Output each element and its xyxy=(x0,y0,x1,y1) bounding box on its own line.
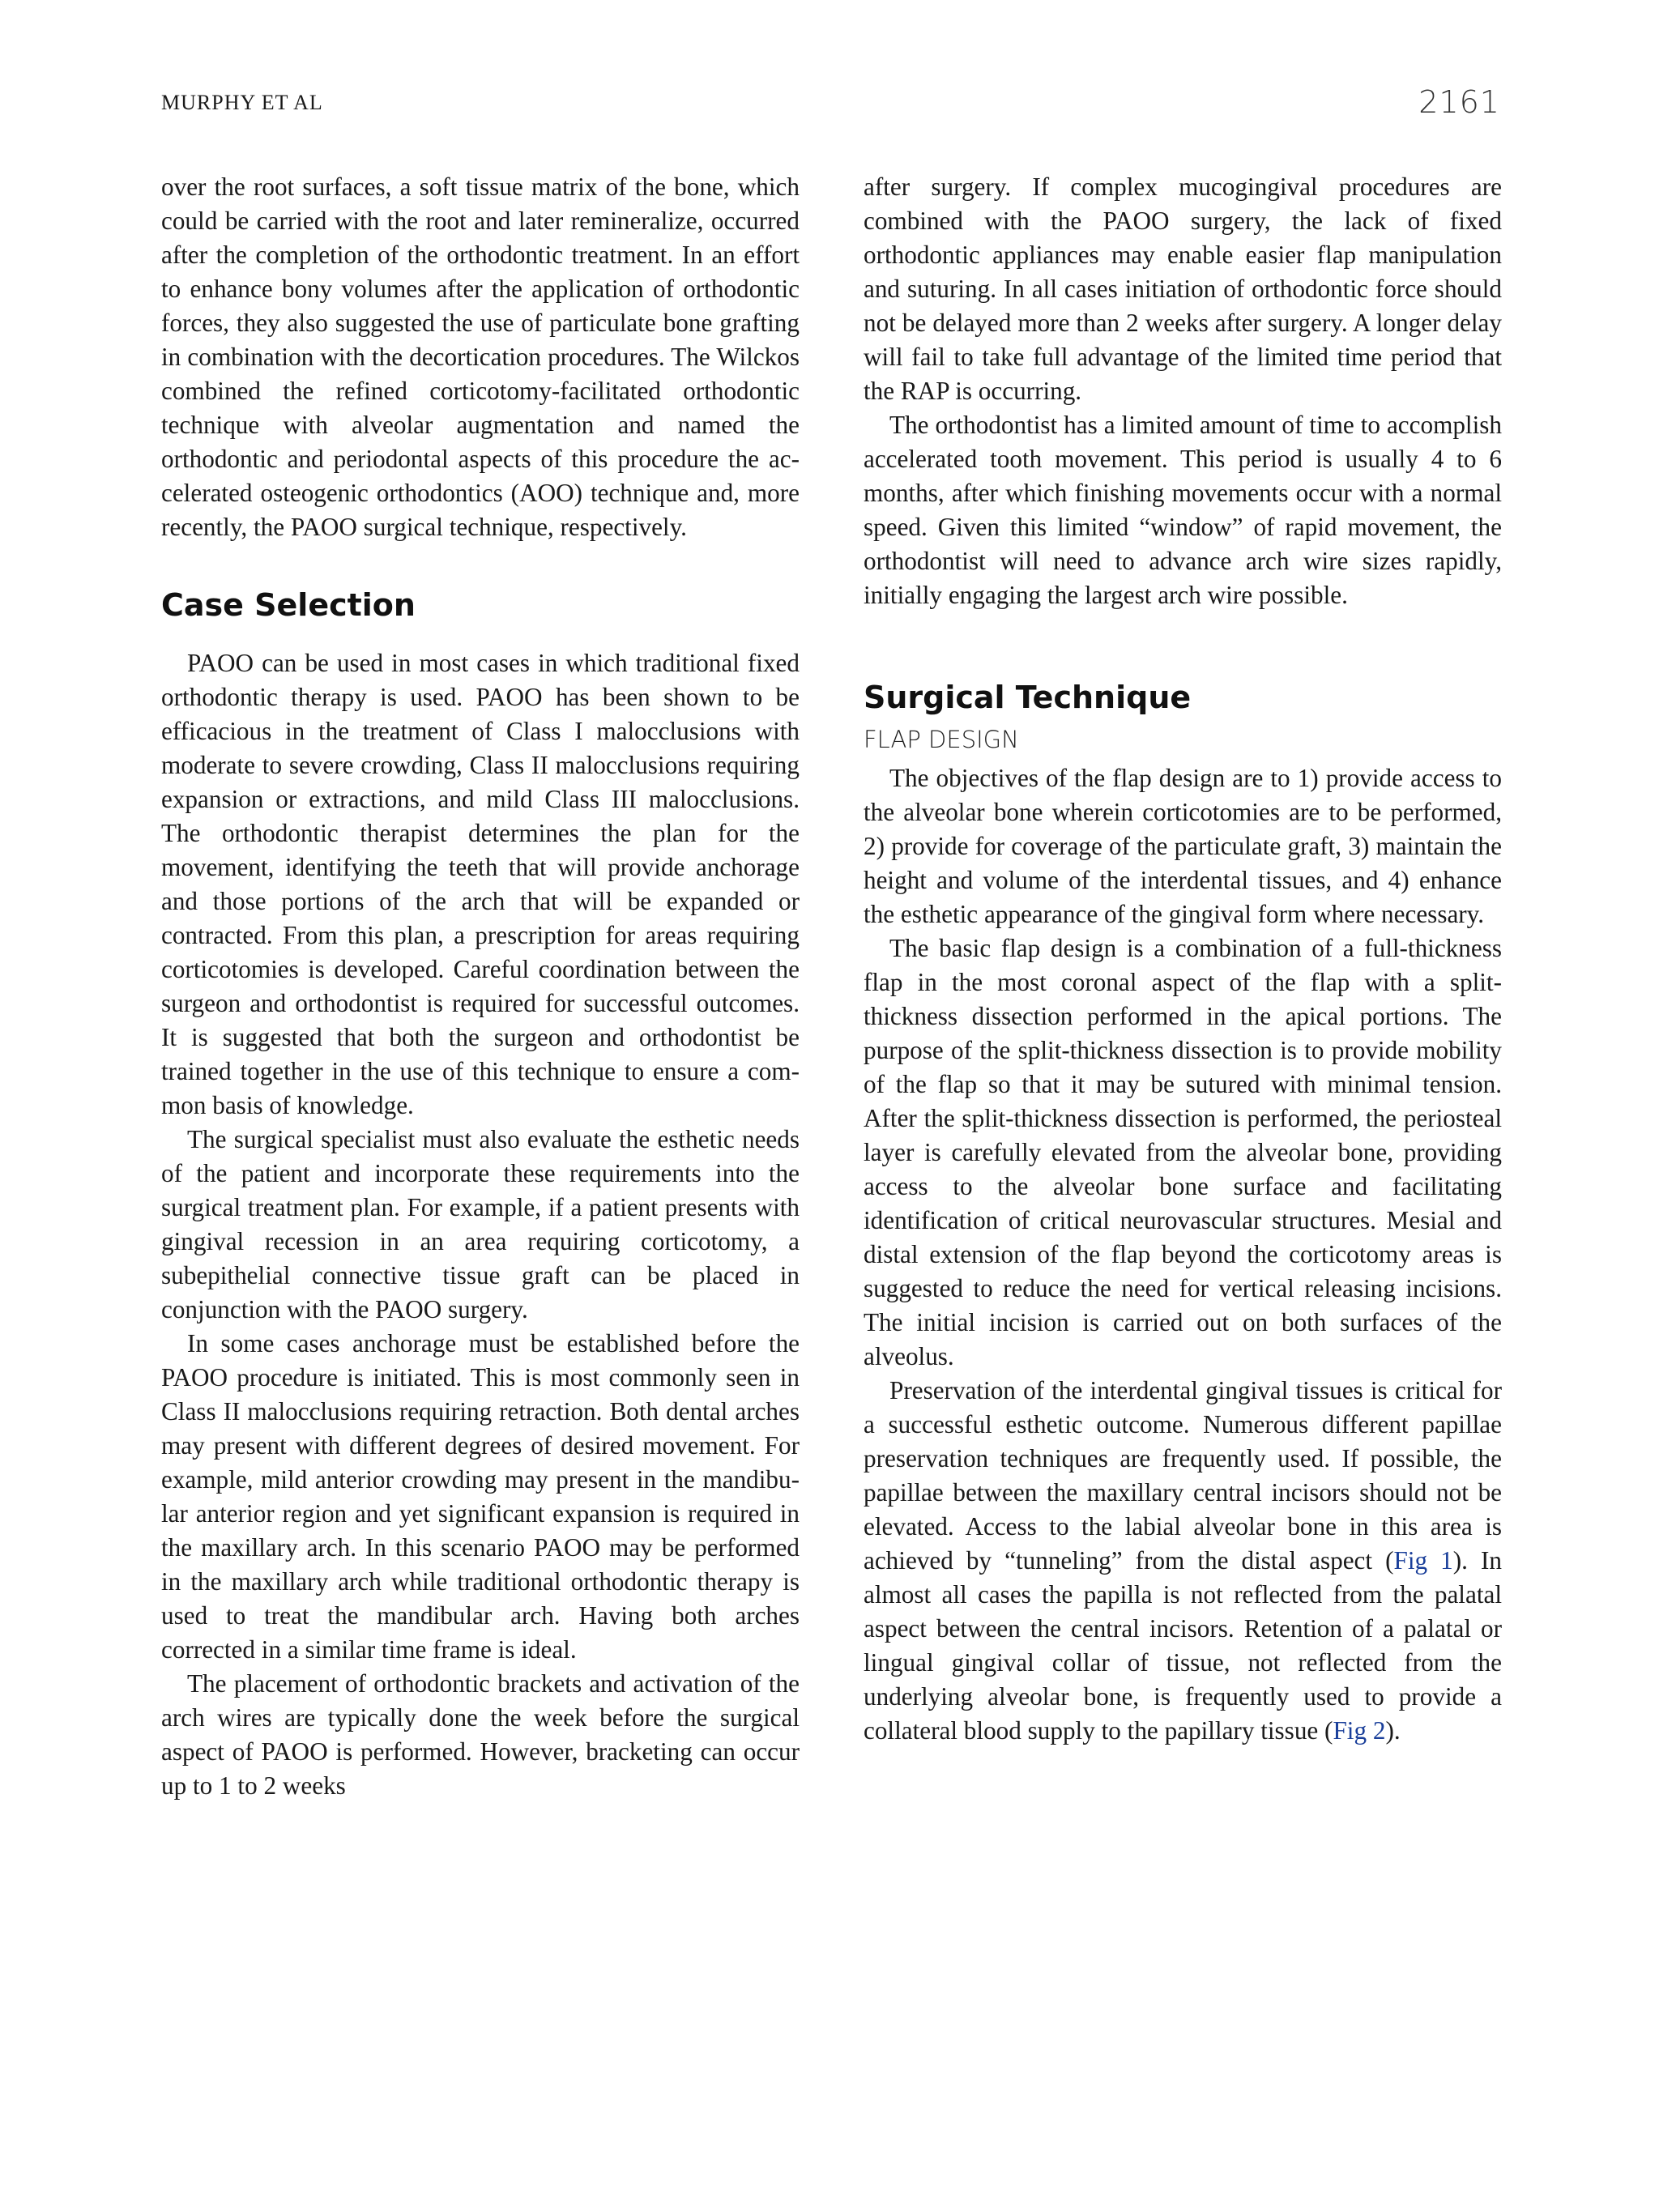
page-number: 2161 xyxy=(1418,84,1500,120)
orthodontist-paragraph: The orthodontist has a limited amount of time to accomplish accelerated tooth movement. This period is usually 4 to 6 months, after which finishing movements occur with a normal speed. Given this limited “window” of rapid movement, the orthodontist will need to advance arch wire sizes rapidly, initially engaging the largest arch wire possible. xyxy=(864,411,1502,609)
fig-2-link[interactable]: Fig 2 xyxy=(1333,1716,1386,1745)
case-selection-paragraph-4: The placement of orthodontic brackets and activation of the arch wires are typically done the week before the surgical aspect of PAOO is performed. However, bracketing can occur up to 1 to 2 weeks xyxy=(161,1669,800,1800)
paragraph-continued: over the root surfaces, a soft tissue matrix of the bone, which could be carried with the root and later remineralize, occurred after the completion of the orthodontic treatment. In an effort to enhance bony volumes after the application of orthodontic forces, they also suggested the use of particulate bone grafting in combination with the decortication procedures. The Wilckos combined the refined corticotomy-facilitated orthodontic technique with alveolar augmentation and named the orthodontic and periodontal aspects of this procedure the accelerated osteogenic orthodontics (AOO) technique and, more recently, the PAOO surgical technique, respectively. xyxy=(161,173,800,541)
fig-1-link[interactable]: Fig 1 xyxy=(1393,1546,1453,1575)
right-column xyxy=(864,170,1502,1748)
left-column xyxy=(161,170,800,1803)
case-selection-paragraph-3: In some cases anchorage must be established before the PAOO procedure is initiated. This is most commonly seen in Class II malocclusions requiring retraction. Both dental arches may present with different degrees of desired movement. For example, mild anterior crowding may present in the mandibular anterior region and yet significant expansion is required in the maxillary arch. In this scenario PAOO may be performed in the maxillary arch while traditional orthodontic therapy is used to treat the mandibular arch. Having both arches corrected in a similar time frame is ideal. xyxy=(161,1329,800,1664)
case-selection-paragraph-1: PAOO can be used in most cases in which traditional fixed orthodontic therapy is used. PAOO has been shown to be efficacious in the treatment of Class I malocclusions with moderate to severe crowding, Class II malocclusions requiring expansion or extractions, and mild Class III malocclusions. The orthodontic therapist determines the plan for the movement, identifying the teeth that will provide anchorage and those portions of the arch that will be expanded or contracted. From this plan, a prescription for areas requiring corticotomies is developed. Careful coordination between the surgeon and orthodontist is required for successful outcomes. It is suggested that both the surgeon and orthodontist be trained together in the use of this technique to ensure a common basis of knowledge. xyxy=(161,649,800,1119)
paragraph-continued: after surgery. If complex mucogingival procedures are combined with the PAOO surgery, the lack of fixed orthodontic appliances may enable easier flap manipulation and suturing. In all cases initiation of orthodontic force should not be delayed more than 2 weeks after surgery. A longer delay will fail to take full advantage of the limited time period that the RAP is occurring. xyxy=(864,173,1502,405)
case-selection-heading: Case Selection xyxy=(161,587,416,623)
paragraph-text: ). In almost all cases the papilla is not reflected from the palatal aspect between the central incisors. Retention of a palatal or lingual gingival collar of tissue, not reflected from the underlying alveolar bone, is frequently used to provide a collateral blood supply to the papillary tissue ( xyxy=(864,1546,1502,1745)
case-selection-paragraph-2: The surgical specialist must also evaluate the esthetic needs of the patient and incorporate these requirements into the surgical treatment plan. For example, if a patient presents with gingival recession in an area requiring corticotomy, a subepithelial connective tissue graft can be placed in conjunction with the PAOO surgery. xyxy=(161,1125,800,1323)
paragraph-text: Preservation of the interdental gingival tissues is critical for a successful esthetic outcome. Numerous different papillae preservation techniques are frequently used. If possible, the papillae between the maxillary central incisors should not be elevated. Access to the labial alveolar bone in this area is achieved by “tunneling” from the distal aspect ( xyxy=(864,1376,1502,1575)
flap-design-paragraph-2: The basic flap design is a combination of a full-thickness flap in the most coronal aspect of the flap with a split-thickness dissection performed in the apical portions. The purpose of the split-thickness dissection is to provide mobility of the flap so that it may be sutured with minimal tension. After the split-thickness dissection is performed, the periosteal layer is carefully elevated from the alveolar bone, providing access to the alveolar bone surface and facilitating identification of critical neurovascular structures. Mesial and distal extension of the flap beyond the corticotomy areas is suggested to reduce the need for vertical releasing incisions. The initial incision is carried out on both surfaces of the alveolus. xyxy=(864,934,1502,1370)
flap-design-paragraph-3 xyxy=(864,1374,1502,1748)
running-head: MURPHY ET AL xyxy=(161,91,323,114)
flap-design-paragraph-1: The objectives of the flap design are to 1) provide access to the alveolar bone wherein corticotomies are to be performed, 2) provide for coverage of the particulate graft, 3) maintain the height and volume of the interdental tissues, and 4) enhance the esthetic appearance of the gingival form where necessary. xyxy=(864,764,1502,928)
flap-design-subheading: FLAP DESIGN xyxy=(864,726,1019,753)
surgical-technique-heading: Surgical Technique xyxy=(864,680,1192,715)
paragraph-text: ). xyxy=(1385,1716,1401,1745)
